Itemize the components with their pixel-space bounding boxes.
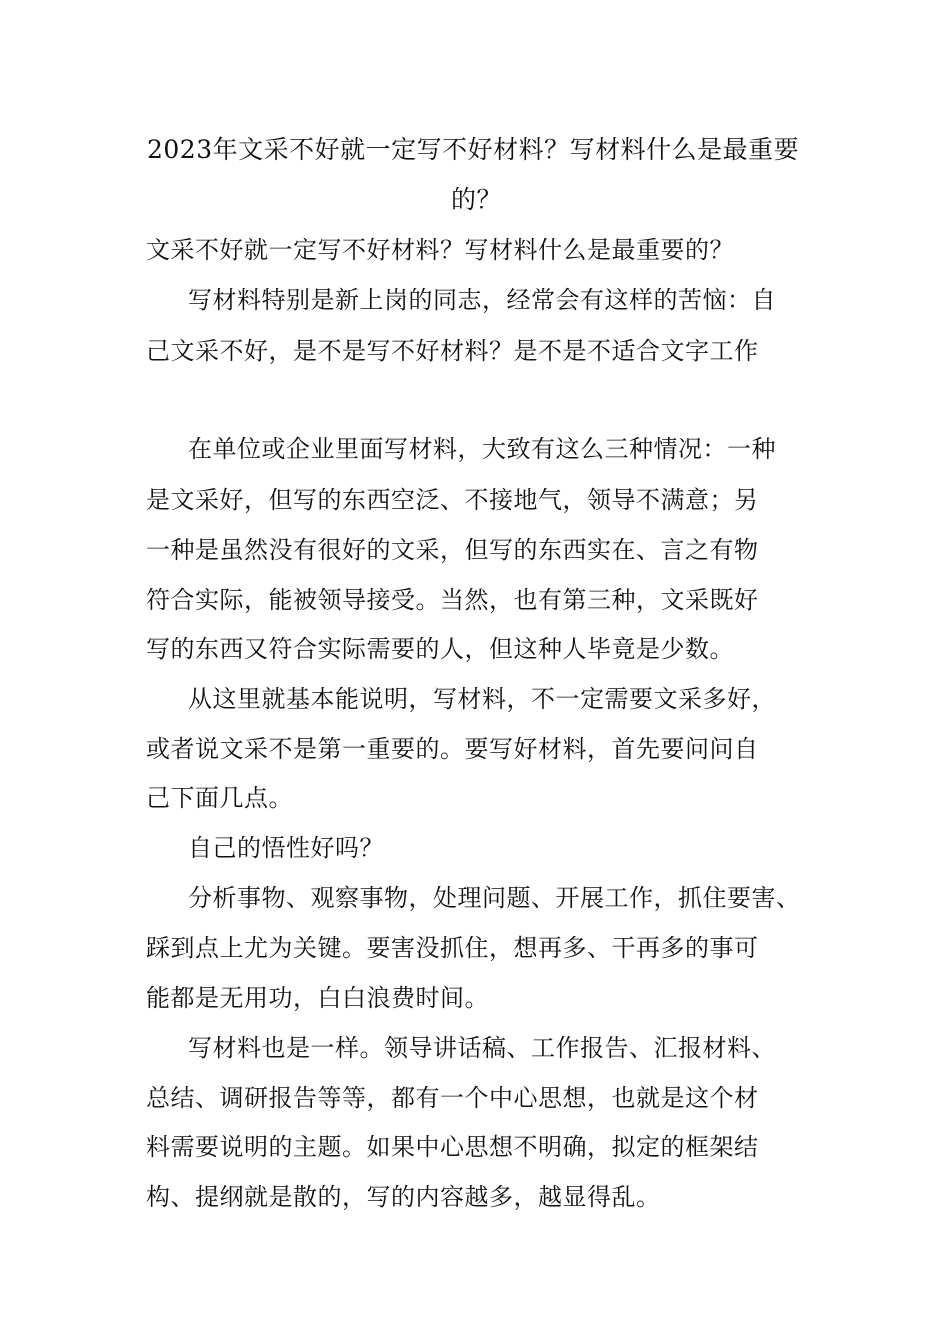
paragraph-line: 写材料也是一样。领导讲话稿、工作报告、汇报材料、 xyxy=(188,1034,776,1062)
document-title-line-2: 的？ xyxy=(451,185,503,214)
paragraph-line: 己下面几点。 xyxy=(146,784,293,812)
document-subtitle: 文采不好就一定写不好材料？写材料什么是最重要的？ xyxy=(146,236,734,264)
paragraph-line: 从这里就基本能说明，写材料，不一定需要文采多好， xyxy=(188,685,776,713)
paragraph-line: 构、提纲就是散的，写的内容越多，越显得乱。 xyxy=(146,1183,661,1211)
paragraph-line: 一种是虽然没有很好的文采，但写的东西实在、言之有物 xyxy=(146,536,759,564)
paragraph-line: 分析事物、观察事物，处理问题、开展工作，抓住要害、 xyxy=(188,884,801,912)
paragraph-line: 写材料特别是新上岗的同志，经常会有这样的苦恼：自 xyxy=(188,286,776,314)
paragraph-line: 写的东西又符合实际需要的人，但这种人毕竟是少数。 xyxy=(146,635,734,663)
paragraph-line: 总结、调研报告等等，都有一个中心思想，也就是这个材 xyxy=(146,1084,759,1112)
paragraph-line: 能都是无用功，白白浪费时间。 xyxy=(146,984,489,1012)
section-heading: 自己的悟性好吗？ xyxy=(188,834,384,862)
paragraph-line: 符合实际，能被领导接受。当然，也有第三种，文采既好 xyxy=(146,586,759,614)
paragraph-line: 或者说文采不是第一重要的。要写好材料，首先要问问自 xyxy=(146,735,759,763)
document-title-line-1: 2023年文采不好就一定写不好材料？写材料什么是最重要 xyxy=(147,135,800,164)
paragraph-line: 料需要说明的主题。如果中心思想不明确，拟定的框架结 xyxy=(146,1133,759,1161)
paragraph-line: 是文采好，但写的东西空泛、不接地气，领导不满意；另 xyxy=(146,486,759,514)
paragraph-line: 己文采不好，是不是写不好材料？是不是不适合文字工作 xyxy=(146,337,759,365)
paragraph-line: 踩到点上尤为关键。要害没抓住，想再多、干再多的事可 xyxy=(146,934,759,962)
paragraph-line: 在单位或企业里面写材料，大致有这么三种情况：一种 xyxy=(188,435,776,463)
